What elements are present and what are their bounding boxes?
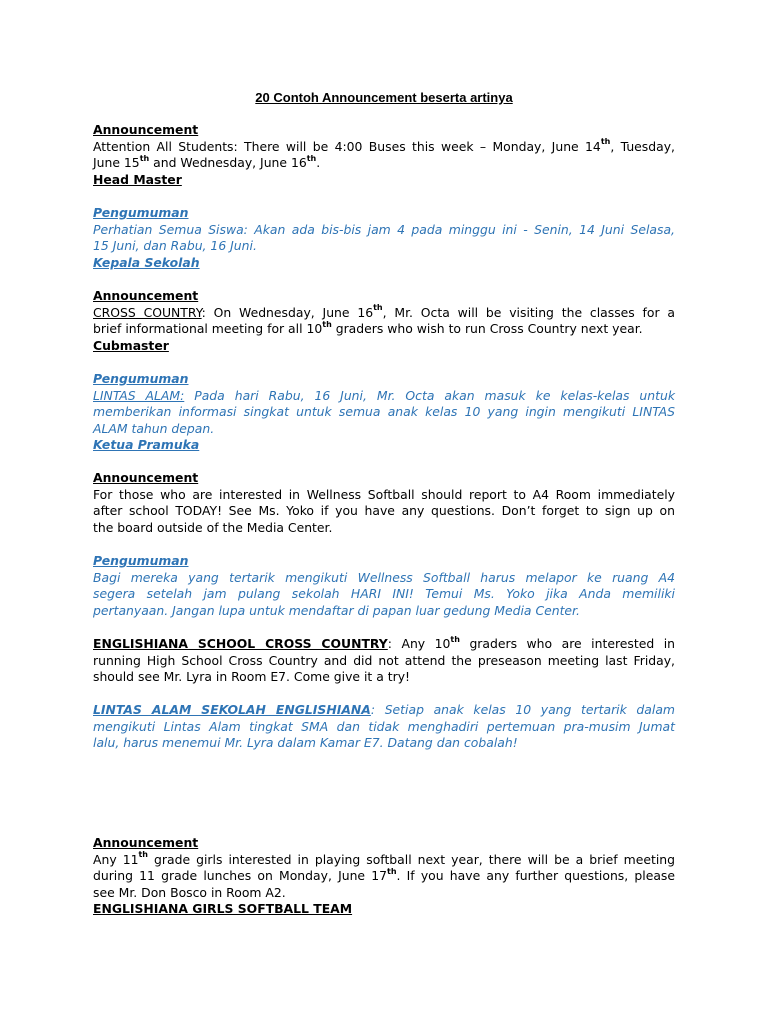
announcement-1-line-2: June 15th and Wednesday, June 16th. [93, 153, 321, 170]
announcement-3-line-3: the board outside of the Media Center. [93, 519, 333, 535]
announcement-2-line-1: CROSS COUNTRY: On Wednesday, June 16th, Mr. Octa will be visiting the classes for a [93, 303, 675, 320]
announcement-5-signature: ENGLISHIANA GIRLS SOFTBALL TEAM [93, 901, 353, 916]
pengumuman-1-heading: Pengumuman [93, 205, 189, 220]
document-title: 20 Contoh Announcement beserta artinya [255, 90, 513, 105]
announcement-4-line-1: ENGLISHIANA SCHOOL CROSS COUNTRY: Any 10th graders who are interested in [93, 634, 675, 651]
announcement-1 [93, 122, 675, 188]
pengumuman-1-line-2: 15 Juni, dan Rabu, 16 Juni. [93, 238, 257, 253]
announcement-3 [93, 470, 675, 536]
announcement-5-line-2: during 11 grade lunches on Monday, June 17th. If you have any further questions, please [93, 866, 675, 883]
pengumuman-2-signature: Ketua Pramuka [93, 437, 200, 452]
pengumuman-4-line-1: LINTAS ALAM SEKOLAH ENGLISHIANA: Setiap anak kelas 10 yang tertarik dalam [93, 702, 675, 717]
announcement-2-signature: Cubmaster [93, 337, 169, 353]
pengumuman-1-line-1: Perhatian Semua Siswa: Akan ada bis-bis jam 4 pada minggu ini - Senin, 14 Juni Selasa, [93, 221, 675, 237]
pengumuman-2 [93, 371, 675, 454]
announcement-1-heading: Announcement [93, 122, 199, 137]
pengumuman-3-line-1: Bagi mereka yang tertarik mengikuti Wellness Softball harus melapor ke ruang A4 [93, 569, 675, 585]
announcement-4-line-2: running High School Cross Country and did not attend the preseason meeting last Friday, [93, 652, 675, 668]
pengumuman-2-line-2: memberikan informasi singkat untuk semua anak kelas 10 yang ingin mengikuti LINTAS [93, 404, 675, 419]
pengumuman-2-heading: Pengumuman [93, 371, 189, 386]
pengumuman-4 [93, 702, 675, 752]
pengumuman-4-line-2: mengikuti Lintas Alam tingkat SMA dan tidak menghadiri pertemuan pra-musim Jumat [93, 718, 675, 734]
announcement-4-line-3: should see Mr. Lyra in Room E7. Come give it a try! [93, 669, 411, 684]
pengumuman-3-line-3: pertanyaan. Jangan lupa untuk mendaftar di papan luar gedung Media Center. [93, 602, 580, 618]
announcement-1-signature: Head Master [93, 171, 182, 187]
announcement-5-line-1: Any 11th grade girls interested in playing softball next year, there will be a brief meeting [93, 850, 675, 867]
announcement-4 [93, 636, 675, 686]
announcement-5-heading: Announcement [93, 835, 199, 850]
announcement-3-line-1: For those who are interested in Wellness Softball should report to A4 Room immediately [93, 486, 675, 502]
announcement-2-heading: Announcement [93, 288, 199, 303]
announcement-3-line-2: after school TODAY! See Ms. Yoko if you have any questions. Don’t forget to sign up on [93, 503, 675, 518]
announcement-1-line-1: Attention All Students: There will be 4:00 Buses this week – Monday, June 14th, Tuesday, [93, 137, 675, 154]
announcement-3-heading: Announcement [93, 470, 199, 485]
announcement-5 [93, 835, 675, 918]
announcement-5-line-3: see Mr. Don Bosco in Room A2. [93, 884, 286, 900]
pengumuman-2-line-1: LINTAS ALAM: Pada hari Rabu, 16 Juni, Mr. Octa akan masuk ke kelas-kelas untuk [93, 387, 675, 403]
announcement-2-line-2: brief informational meeting for all 10th graders who wish to run Cross Country next year. [93, 319, 643, 336]
pengumuman-2-line-3: ALAM tahun depan. [93, 420, 215, 436]
pengumuman-1-signature: Kepala Sekolah [93, 254, 200, 270]
announcement-2 [93, 288, 675, 354]
pengumuman-3-line-2: segera setelah jam pulang sekolah HARI INI! Temui Ms. Yoko jika Anda memiliki [93, 586, 675, 601]
pengumuman-3 [93, 553, 675, 619]
pengumuman-1 [93, 205, 675, 271]
pengumuman-3-heading: Pengumuman [93, 553, 189, 568]
pengumuman-4-line-3: lalu, harus menemui Mr. Lyra dalam Kamar E7. Datang dan cobalah! [93, 735, 518, 750]
